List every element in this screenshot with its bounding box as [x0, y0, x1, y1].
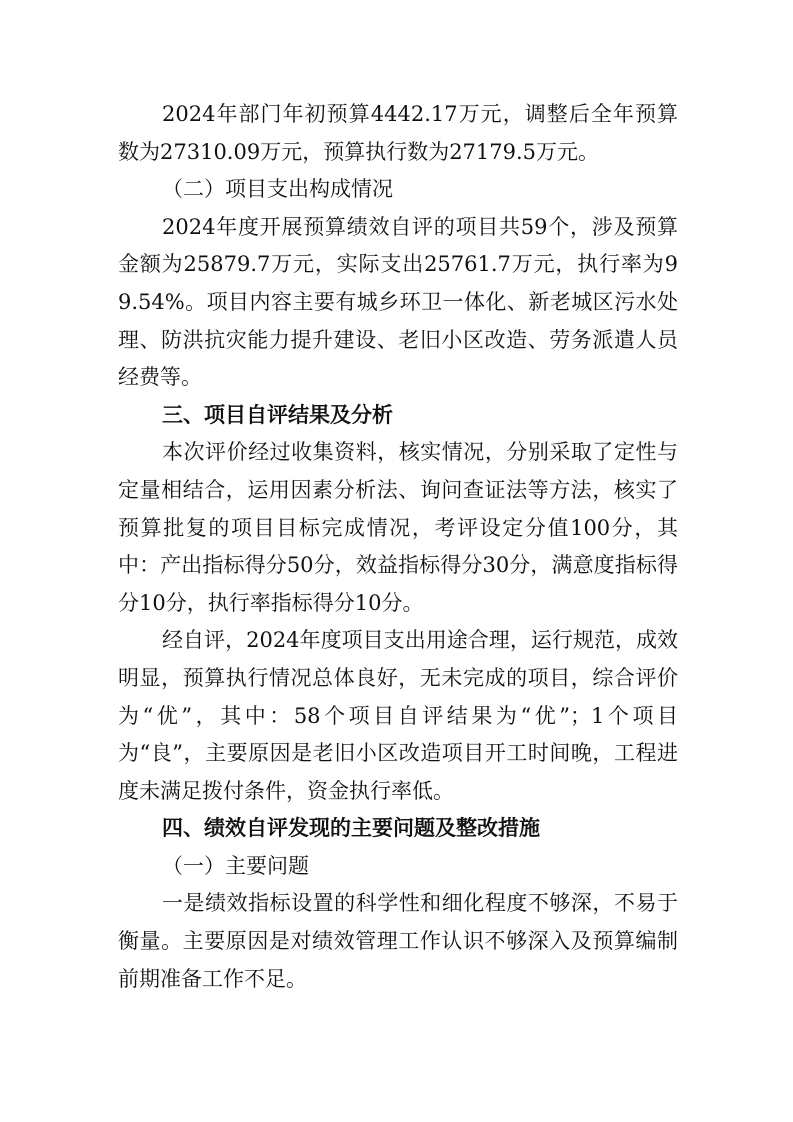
- heading-self-evaluation-results: 三、项目自评结果及分析: [162, 402, 393, 427]
- heading-problems-and-measures: 四、绩效自评发现的主要问题及整改措施: [162, 816, 540, 841]
- paragraph-evaluation-conclusion: 经自评，2024年度项目支出用途合理，运行规范，成效明显，预算执行情况总体良好，无未完成的项目，综合评价为“优”，其中：58个项目自评结果为“优”；1个项目为“良”，主要原因是老旧小区改造项目开工时间晚，工程进度未满足拨付条件，资金执行率低。: [118, 628, 678, 803]
- paragraph-budget-summary: 2024年部门年初预算4442.17万元，调整后全年预算数为27310.09万元，预算执行数为27179.5万元。: [118, 102, 678, 164]
- paragraph-evaluation-method: 本次评价经过收集资料，核实情况，分别采取了定性与定量相结合，运用因素分析法、询问查证法等方法，核实了预算批复的项目目标完成情况，考评设定分值100分，其中：产出指标得分50分，效益指标得分30分，满意度指标得分10分，执行率指标得分10分。: [118, 440, 678, 615]
- paragraph-project-composition: 2024年度开展预算绩效自评的项目共59个，涉及预算金额为25879.7万元，实际支出25761.7万元，执行率为99.54%。项目内容主要有城乡环卫一体化、新老城区污水处理、防洪抗灾能力提升建设、老旧小区改造、劳务派遣人员经费等。: [118, 214, 678, 390]
- document-body: [118, 96, 678, 998]
- subheading-project-expenditure: （二）项目支出构成情况: [162, 177, 393, 202]
- paragraph-problem-one: 一是绩效指标设置的科学性和细化程度不够深，不易于衡量。主要原因是对绩效管理工作认识不够深入及预算编制前期准备工作不足。: [118, 891, 678, 991]
- subheading-main-problems: （一）主要问题: [162, 853, 309, 878]
